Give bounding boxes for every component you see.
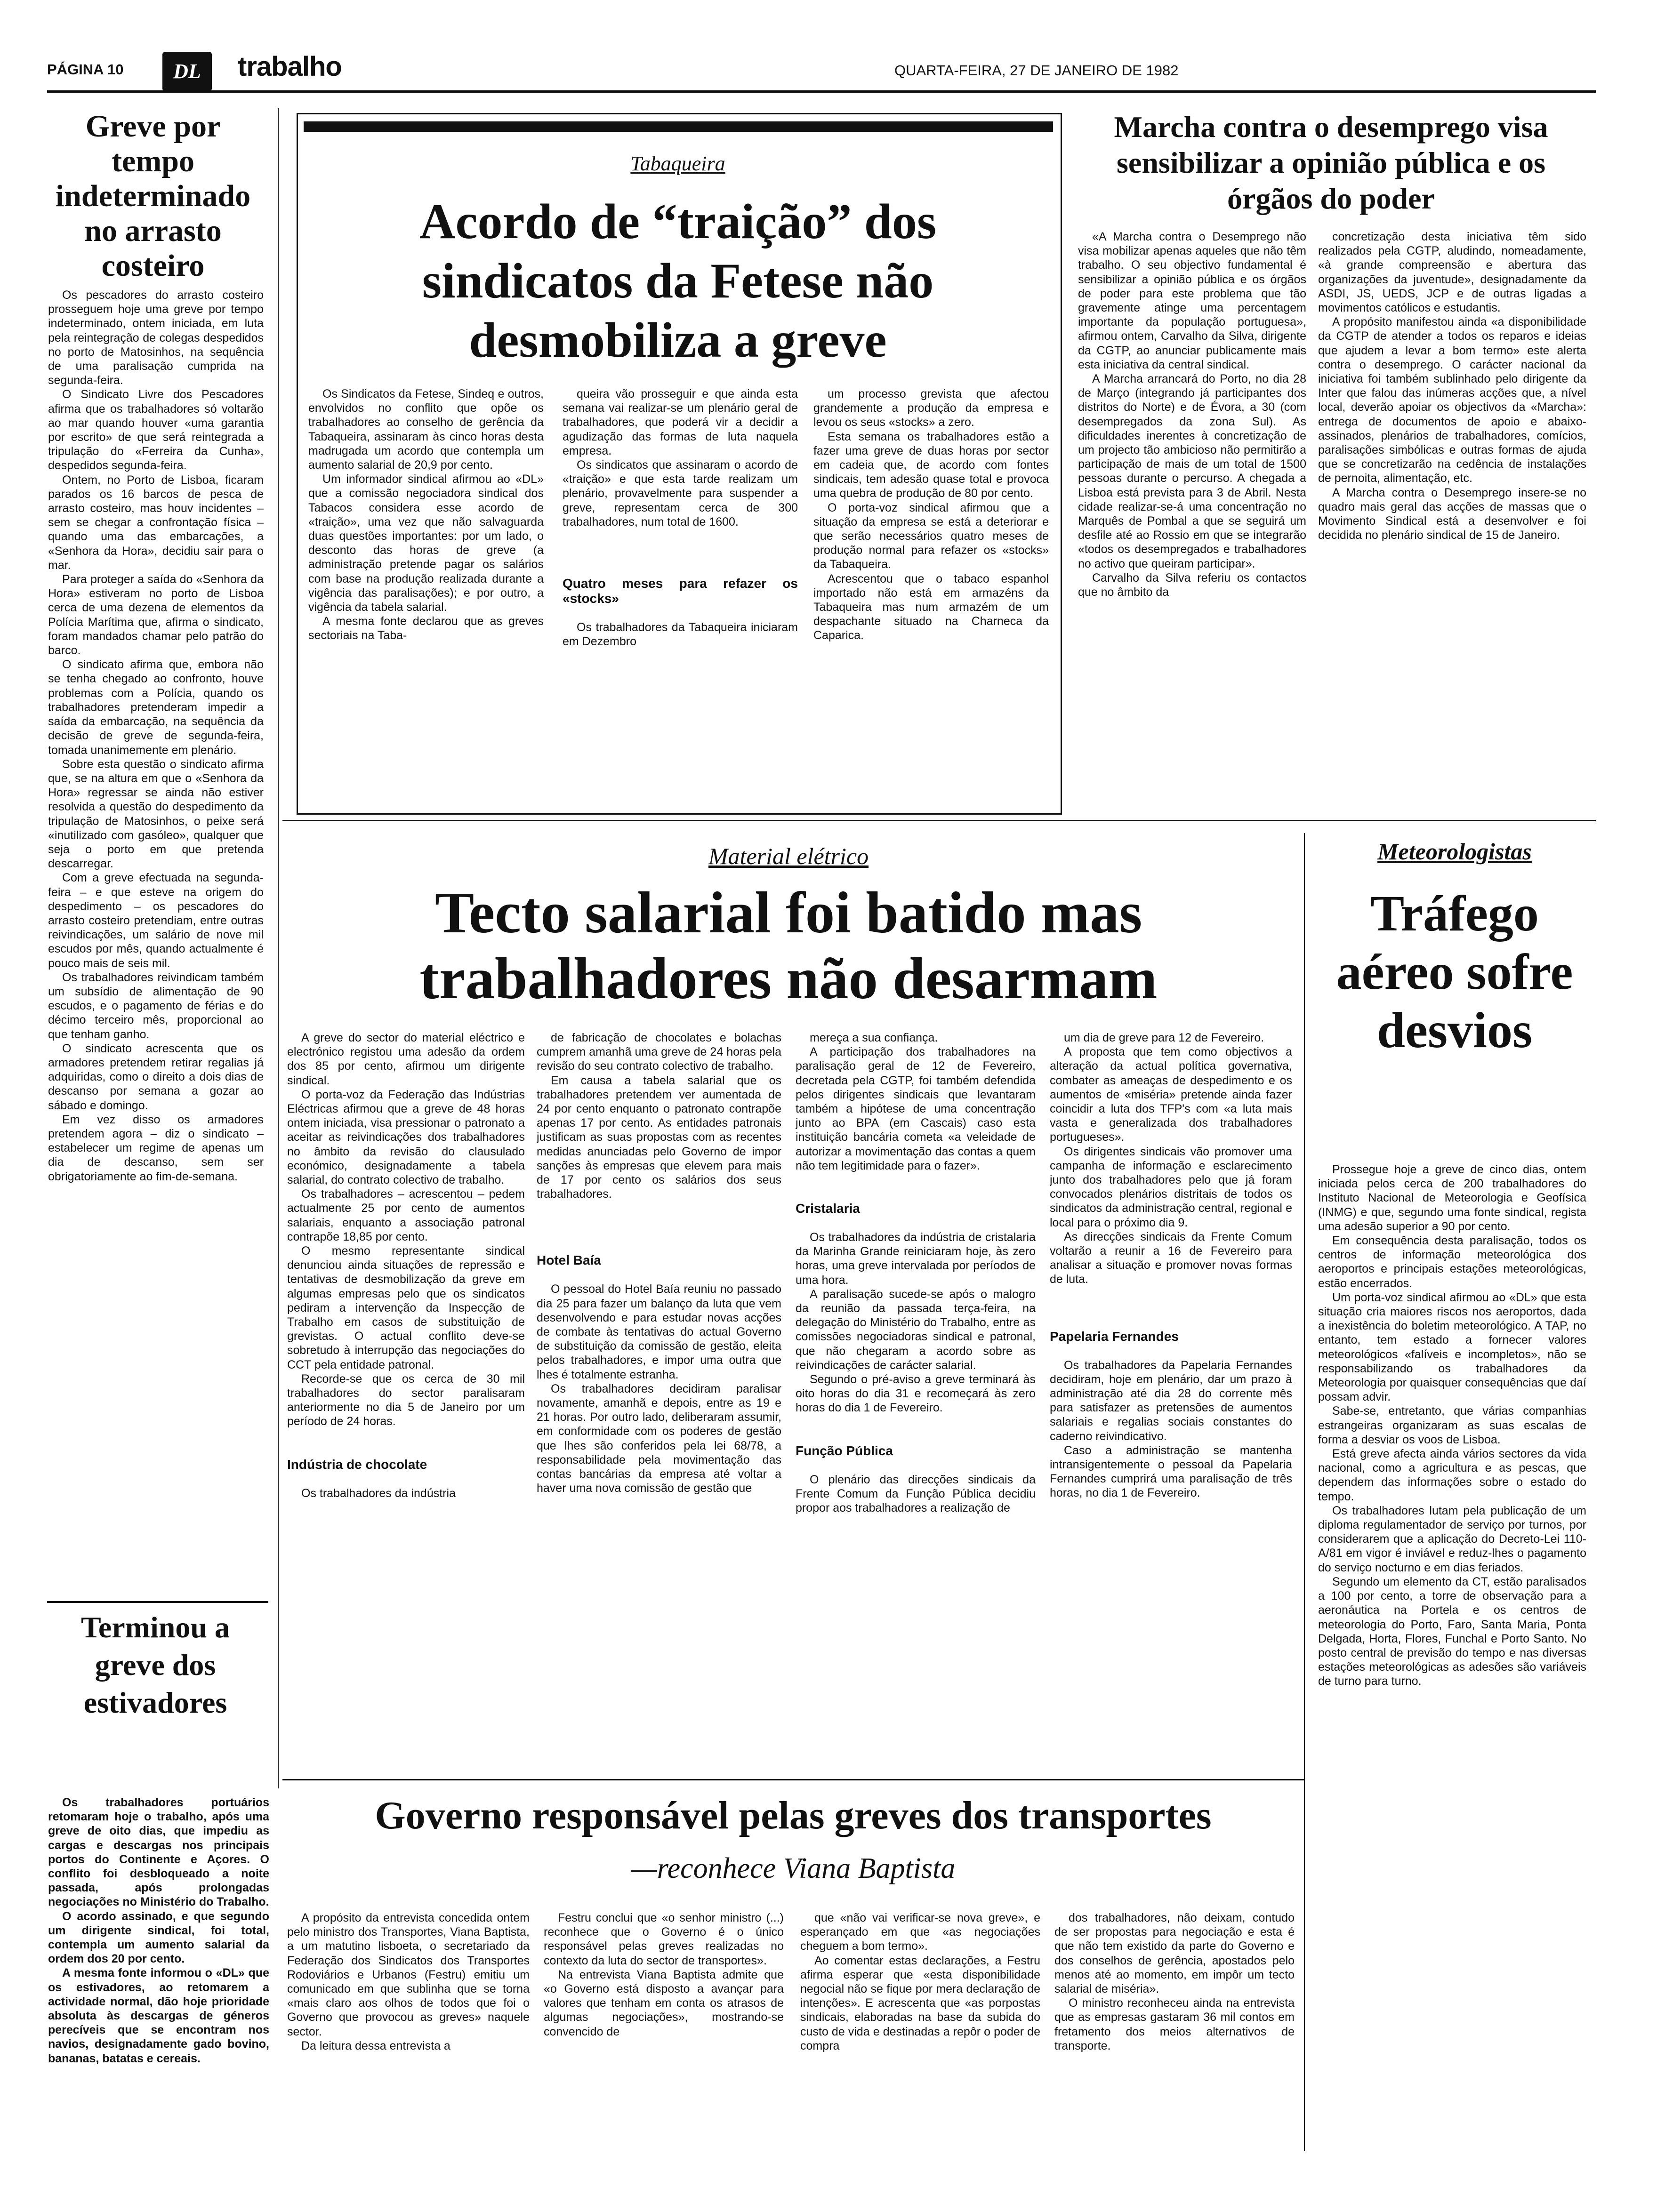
tabaqueira-kicker: Tabaqueira — [630, 152, 725, 175]
material-sub-papelaria: Papelaria Fernandes — [1050, 1329, 1179, 1344]
estivadores-p3: A mesma fonte informou o «DL» que os estivadores, ao retomarem a actividade normal, dão hoje prioridade absoluta às descargas de géneros perecíveis que se encontram nos navios, designadamente gado bovino, bananas, batatas e cereais. — [48, 1966, 269, 2065]
arrasto-p7: Com a greve efectuada na segunda-feira – e que esteve na origem do despedimento – os pescadores do arrasto costeiro pretendiam, entre outras reivindicações, um salário de nove mil escudos por mês, quando actualmente é pouco mais de seis mil. — [48, 871, 264, 970]
estivadores-p1: Os trabalhadores portuários retomaram hoje o trabalho, após uma greve de oito dias, que impediu as cargas e descargas nos principais portos do Continente e Açores. O conflito foi desbloqueado a noite passada, após prolongadas negociações no Ministério do Trabalho. — [48, 1796, 269, 1909]
arrasto-body — [48, 288, 264, 1794]
marcha-col1-p1: «A Marcha contra o Desemprego não visa mobilizar apenas aqueles que não têm trabalho. O seu objectivo fundamental é sensibilizar a opinião pública e os órgãos de poder para este problema que tão gravemente atinge uma percentagem importante da população portuguesa», afirmou ontem, Carvalho da Silva, dirigente da CGTP, ao anunciar publicamente mais esta iniciativa da central sindical. — [1078, 230, 1306, 371]
arrasto-p9: O sindicato acrescenta que os armadores pretendem retirar regalias já adquiridas, como o direito a dois dias de descanso por semana a gozar ao sábado e domingo. — [48, 1042, 264, 1112]
tabaqueira-col3 — [813, 387, 1049, 801]
transportes-col4-p1: dos trabalhadores, não deixam, contudo de ser propostas para negociação e esta é que não tem existido da parte do Governo e dos conselhos de gerência, apostados pelo menos até ao momento, em impôr um tecto salarial de miséria». — [1054, 1911, 1295, 1996]
tabaqueira-col1-p3: A mesma fonte declarou que as greves sectoriais na Taba- — [308, 615, 544, 642]
material-col2-p1: de fabricação de chocolates e bolachas cumprem amanhã uma greve de 24 horas pela revisão do seu contrato colectivo de trabalho. — [537, 1031, 781, 1073]
material-col3b-p1: Os trabalhadores da indústria de cristalaria da Marinha Grande reiniciaram hoje, às zero horas, uma greve intervalada por períodos de uma hora. — [796, 1231, 1036, 1287]
marcha-headline: Marcha contra o desemprego visa sensibilizar a opinião pública e os órgãos do poder — [1114, 110, 1548, 215]
tabaqueira-col1-p1: Os Sindicatos da Fetese, Sindeq e outros, envolvidos no conflito que opõe os trabalhadores ao conselho de gerência da Tabaqueira, assinaram às cinco horas desta madrugada um acordo que contempla um aumento salarial de 20,9 por cento. — [308, 387, 544, 472]
tabaqueira-col3-p4: Acrescentou que o tabaco espanhol importado não está em armazéns da Tabaqueira mas num armazém de um despachante situado na Charneca da Caparica. — [813, 572, 1049, 642]
arrasto-p6: Sobre esta questão o sindicato afirma que, se na altura em que o «Senhora da Hora» regressar se ainda não estiver resolvida a questão do despedimento da tripulação de Matosinhos, o peixe será «inutilizado com gasóleo», qualquer que seja o porto em que pretenda descarregar. — [48, 757, 264, 871]
material-col1-p5: Recorde-se que os cerca de 30 mil trabalhadores do sector paralisaram anteriormente no dia 5 de Janeiro por um período de 24 horas. — [287, 1372, 525, 1428]
tabaqueira-col3-p2: Esta semana os trabalhadores estão a fazer uma greve de duas horas por sector em cadeia que, de acordo com fontes sindicais, tem adesão quase total e provoca uma quebra de produção de 80 por cento. — [813, 430, 1049, 500]
transportes-top-rule — [282, 1779, 1304, 1780]
material-col4-p3: Os dirigentes sindicais vão promover uma campanha de informação e esclarecimento junto dos trabalhadores pelo que já foram convocados plenários distritais de todos os sindicatos da administração central, regional e local para o próximo dia 9. — [1050, 1145, 1292, 1229]
arrasto-p10: Em vez disso os armadores pretendem agora – diz o sindicato – estabelecer um regime de apenas um dia de descanso, sem ser obrigatoriamente ao fim-de-semana. — [48, 1113, 264, 1183]
issue-date: QUARTA-FEIRA, 27 DE JANEIRO DE 1982 — [894, 62, 1179, 79]
material-col1-p2: O porta-voz da Federação das Indústrias Eléctricas afirmou que a greve de 48 horas ontem iniciada, visa pressionar o patronato a aceitar as reivindicações dos trabalhadores no âmbito da revisão do clausulado económico, designadamente a tabela salarial, do contrato colectivo de trabalho. — [287, 1088, 525, 1187]
arrasto-p5: O sindicato afirma que, embora não se tenha chegado ao confronto, houve problemas com a Polícia, quando os trabalhadores pretenderam impedir a saída da embarcação, na sequência da decisão de greve de segunda-feira, tomada unanimemente em plenário. — [48, 658, 264, 757]
material-col1-p1: A greve do sector do material eléctrico e electrónico registou uma adesão da ordem dos 85 por cento, afirmou um dirigente sindical. — [287, 1031, 525, 1087]
masthead-logo — [162, 52, 212, 91]
estivadores-top-rule — [47, 1601, 268, 1603]
tabaqueira-col2 — [563, 387, 798, 801]
material-col4-p1: um dia de greve para 12 de Fevereiro. — [1064, 1031, 1264, 1044]
page-number: PÁGINA 10 — [47, 61, 124, 78]
material-col4b-p2: Caso a administração se mantenha intransigentemente o pessoal da Papelaria Fernandes cumprirá uma paralisação de três horas, no dia 1 de Fevereiro. — [1050, 1443, 1292, 1500]
material-sub-cristalaria: Cristalaria — [796, 1201, 860, 1216]
material-col3b-p2: A paralisação sucede-se após o malogro da reunião da passada terça-feira, na delegação do Ministério do Trabalho, entre as comissões negociadoras sindical e patronal, que não chegaram a acordo sobre as reivindicações de carácter salarial. — [796, 1287, 1036, 1372]
material-col1-p4: O mesmo representante sindical denunciou ainda situações de repressão e tentativas de desmobilização da greve em algumas empresas pelo que os sindicatos pediram a intervenção da Inspecção de Trabalho em casos de substituição de grevistas. O actual conflito deve-se sobretudo à interrupção das negociações do CCT pela entidade patronal. — [287, 1244, 525, 1371]
meteo-p5: Está greve afecta ainda vários sectores da vida nacional, como a agricultura e as pescas, que dependem das informações sobre o estado do tempo. — [1318, 1447, 1586, 1503]
meteo-headline: Tráfego aéreo sofre desvios — [1336, 886, 1573, 1058]
transportes-col2-p2: Na entrevista Viana Baptista admite que «o Governo está disposto a avançar para valores que tenham em conta os atrasos de algumas negociações», mostrando-se convencido de — [544, 1968, 784, 2038]
meteo-body — [1318, 1162, 1586, 2146]
tabaqueira-subhead: Quatro meses para refazer os «stocks» — [563, 576, 798, 606]
right-column-divider — [1304, 833, 1305, 2151]
material-col3c-p1: O plenário das direcções sindicais da Frente Comum da Função Pública decidiu propor aos trabalhadores a realização de — [796, 1473, 1036, 1515]
transportes-col2 — [544, 1911, 784, 2151]
arrasto-p3: Ontem, no Porto de Lisboa, ficaram parados os 16 barcos de pesca de arrasto costeiro, mas houv incidentes – sem se chegar a confrontação física – quando uma das embarcações, a «Senhora da Hora», decidiu sair para o mar. — [48, 473, 264, 572]
material-col3 — [796, 1031, 1036, 1765]
tabaqueira-box-topbar — [304, 121, 1053, 132]
tabaqueira-headline: Acordo de “traição” dos sindicatos da Fetese não desmobiliza a greve — [419, 194, 937, 368]
arrasto-headline: Greve por tempo indeterminado no arrasto costeiro — [55, 109, 251, 283]
tabaqueira-col1 — [308, 387, 544, 801]
material-col3-p1: mereça a sua confiança. — [810, 1031, 938, 1044]
transportes-col2-p1: Festru conclui que «o senhor ministro (...) reconhece que o Governo é o único responsável pelas greves realizadas no contexto da luta do sector de transportes». — [544, 1911, 784, 1967]
material-col4 — [1050, 1031, 1292, 1765]
material-sub-chocolate: Indústria de chocolate — [287, 1457, 427, 1472]
header-rule — [47, 90, 1596, 93]
marcha-col1-p3: Carvalho da Silva referiu os contactos que no âmbito da — [1078, 571, 1306, 599]
material-col2 — [537, 1031, 781, 1765]
material-col1-p3: Os trabalhadores – acrescentou – pedem actualmente 25 por cento de aumentos salariais, enquanto a associação patronal contrapõe 18,85 por cento. — [287, 1187, 525, 1243]
material-col4b-p1: Os trabalhadores da Papelaria Fernandes decidiram, hoje em plenário, dar um prazo à administração até dia 28 do corrente mês para satisfazer as pretensões de aumentos salariais e regalias sociais constantes do caderno reivindicativo. — [1050, 1358, 1292, 1443]
material-headline: Tecto salarial foi batido mas trabalhadores não desarmam — [419, 881, 1158, 1011]
material-sub-funcao: Função Pública — [796, 1443, 893, 1458]
arrasto-p1: Os pescadores do arrasto costeiro prosseguem hoje uma greve por tempo indeterminado, ontem iniciada, em luta pela reintegração de colegas despedidos no porto de Matosinhos, na sequência de uma paralisação cumprida na segunda-feira. — [48, 289, 264, 387]
material-col4-p4: As direcções sindicais da Frente Comum voltarão a reunir a 16 de Fevereiro para analisar a situação e promover novas formas de luta. — [1050, 1230, 1292, 1286]
transportes-col3-p2: Ao comentar estas declarações, a Festru afirma esperar que «esta disponibilidade negocial não se fique por mera declaração de intenções». E acrescenta que «as porpostas sindicais, elaboradas na base da subida do custo de vida e destinadas a repôr o poder de compra — [800, 1954, 1040, 2052]
meteo-p1: Prossegue hoje a greve de cinco dias, ontem iniciada pelos cerca de 200 trabalhadores do Instituto Nacional de Meteorologia e Geofísica (INMG) e que, segundo uma fonte sindical, regista uma adesão superior a 90 por cento. — [1318, 1163, 1586, 1233]
marcha-col1-p2: A Marcha arrancará do Porto, no dia 28 de Março (integrando já participantes dos distritos do Norte) e de Évora, a 30 (com desempregados da zona Sul). As dificuldades inerentes à concretização de um projecto tão ambicioso não permitirão a participação de mais de um total de 1500 pessoas durante o percurso. A chegada a Lisboa está prevista para 3 de Abril. Nesta cidade realizar-se-á uma concentração no Marquês de Pombal a que se seguirá um desfile até ao Rossio em que se integrarão «todos os desempregados e trabalhadores no activo que queiram participar». — [1078, 372, 1306, 570]
tabaqueira-col3-p1: um processo grevista que afectou grandemente a produção da empresa e levou os seus «stocks» a zero. — [813, 387, 1049, 429]
tabaqueira-col2-p2: Os sindicatos que assinaram o acordo de «traição» e que esta tarde realizam um plenário, provavelmente para suspender a greve, representam cerca de 300 trabalhadores, num total de 1600. — [563, 458, 798, 529]
marcha-col1 — [1078, 230, 1306, 806]
tabaqueira-col2-p1: queira vão prosseguir e que ainda esta semana vai realizar-se um plenário geral de trabalhadores, que poderá vir a decidir a agudização das formas de luta naquela empresa. — [563, 387, 798, 457]
transportes-col1-p1: A propósito da entrevista concedida ontem pelo ministro dos Transportes, Viana Baptista, a um matutino lisboeta, o secretariado da Federação dos Sindicatos dos Transportes Rodoviários e Urbanos (Festru) emitiu um comunicado em que sublinha que se torna «mais claro aos olhos de todos que foi o Governo que provocou as greves» naquele sector. — [287, 1911, 530, 2038]
section-title: trabalho — [238, 51, 342, 82]
meteo-p3: Um porta-voz sindical afirmou ao «DL» que esta situação cria maiores riscos nos aeroportos, dada a inexistência do boletim meteorológico. A TAP, no entanto, tem estado a fornecer valores meteorológicos «falíveis e incompletos», não se responsabilizando os trabalhadores da Meteorologia por quaisquer consequências que daí possam advir. — [1318, 1290, 1586, 1404]
material-col1 — [287, 1031, 525, 1765]
transportes-col4 — [1054, 1911, 1295, 2151]
arrasto-p4: Para proteger a saída do «Senhora da Hora» estiveram no porto de Lisboa cerca de uma dezena de elementos da Polícia Marítima que, afirma o sindicato, foram mandados chamar pelo patrão do barco. — [48, 573, 264, 657]
material-sub-hotel: Hotel Baía — [537, 1253, 601, 1268]
estivadores-body — [48, 1795, 269, 2146]
tabaqueira-col3-p3: O porta-voz sindical afirmou que a situação da empresa se está a deteriorar e que serão necessários quatro meses de produção normal para refazer os «stocks» da Tabaqueira. — [813, 501, 1049, 571]
transportes-col3-p1: que «não vai verificar-se nova greve», e esperançado em que «as negociações cheguem a bom termo». — [800, 1911, 1040, 1953]
estivadores-headline: Terminou a greve dos estivadores — [81, 1611, 230, 1719]
logo-text: DL — [173, 60, 201, 83]
material-kicker: Material elétrico — [708, 843, 869, 869]
arrasto-p8: Os trabalhadores reivindicam também um subsídio de alimentação de 90 escudos, e o pagamento de férias e do décimo terceiro mês, proporcional ao que tenham ganho. — [48, 970, 264, 1041]
transportes-col1 — [287, 1911, 530, 2151]
marcha-col2-p3: A Marcha contra o Desemprego insere-se no quadro mais geral das acções de massas que o Movimento Sindical está a desenvolver e foi decidida no plenário sindical de 15 de Janeiro. — [1318, 486, 1586, 542]
meteo-kicker: Meteorologistas — [1377, 838, 1532, 865]
meteo-p7: Segundo um elemento da CT, estão paralisados a 100 por cento, a torre de observação para a aeronáutica na Portela e os centros de meteorologia do Porto, Faro, Santa Maria, Ponta Delgada, Horta, Flores, Funchal e Porto Santo. No posto central de previsão do tempo e nas diversas estações meteorológicas as adesões são variáveis de turno para turno. — [1318, 1575, 1586, 1688]
material-col2b-p1: O pessoal do Hotel Baía reuniu no passado dia 25 para fazer um balanço da luta que vem desenvolvendo e para estudar novas acções de combate às tentativas do actual Governo de substituição da comissão de gestão, eleita pelos trabalhadores, e impor uma outra que lhes é totalmente estranha. — [537, 1282, 781, 1381]
left-column-divider — [278, 108, 279, 1788]
marcha-col2-p1: concretização desta iniciativa têm sido realizados pela CGTP, aludindo, nomeadamente, «à grande compreensão e abertura das organizações da juventude», designadamente da ASDI, JS, UEDS, JCP e de outras ligadas a movimentos católicos e estudantis. — [1318, 230, 1586, 315]
material-col2b-p2: Os trabalhadores decidiram paralisar novamente, amanhã e depois, entre as 19 e 21 horas. Por outro lado, deliberaram assumir, em conformidade com os poderes de gestão que lhes são conferidos pela lei 68/78, a responsabilidade pela movimentação das contas bancárias da empresa até voltar a haver uma nova comissão de gestão que — [537, 1382, 781, 1495]
tabaqueira-col1-p2: Um informador sindical afirmou ao «DL» que a comissão negociadora sindical dos Tabacos considera esse acordo de «traição», uma vez que não salvaguarda duas questões importantes: por um lado, o desconto das horas de greve (a administração pretende pagar os salários com base na produção realizada durante a vigência das paralisações); e por outro, a vigência da tabela salarial. — [308, 473, 544, 614]
transportes-headline: Governo responsável pelas greves dos transportes — [375, 1794, 1212, 1837]
transportes-subheadline: —reconhece Viana Baptista — [631, 1852, 956, 1884]
material-col4-p2: A proposta que tem como objectivos a alteração da actual política governativa, combater as ameaças de despedimento e os aumentos de «miséria» pretende ainda fazer coincidir a luta dos TFP's com «a luta mais vasta e generalizada dos trabalhadores portugueses». — [1050, 1045, 1292, 1144]
meteo-p4: Sabe-se, entretanto, que várias companhias estrangeiras organizaram as suas escalas de forma a desviar os voos de Lisboa. — [1318, 1404, 1586, 1446]
material-col3b-p3: Segundo o pré-aviso a greve terminará às oito horas do dia 31 e recomeçará às zero horas do dia 1 de Fevereiro. — [796, 1373, 1036, 1415]
estivadores-p2: O acordo assinado, e que segundo um dirigente sindical, foi total, contempla um aumento salarial da ordem dos 20 por cento. — [48, 1909, 269, 1966]
transportes-col4-p2: O ministro reconheceu ainda na entrevista que as empresas gastaram 36 mil contos em fretamento dos meios alternativos de transporte. — [1054, 1996, 1295, 2052]
meteo-p6: Os trabalhadores lutam pela publicação de um diploma regulamentador de serviço por turnos, por considerarem que a aplicação do Decreto-Lei 110-A/81 em vigor é inviável e reduz-lhes o pagamento do serviço nocturno e em dias feriados. — [1318, 1504, 1586, 1574]
transportes-col1-p2: Da leitura dessa entrevista a — [301, 2039, 450, 2052]
meteo-p2: Em consequência desta paralisação, todos os centros de informação meteorológica dos aeroportos e principais estações meteorológicas, estão encerrados. — [1318, 1234, 1586, 1290]
material-col2-p2: Em causa a tabela salarial que os trabalhadores pretendem ver aumentada de 24 por cento enquanto o patronato contrapõe apenas 17 por cento. As entidades patronais justificam as suas propostas com as recentes medidas anunciadas pelo Governo de impor sanções às empresas que elevem para mais de 17 por cento os salários dos seus trabalhadores. — [537, 1074, 781, 1201]
material-col3-p2: A participação dos trabalhadores na paralisação geral de 12 de Fevereiro, decretada pela CGTP, foi também defendida pelos dirigentes sindicais que levantaram também a hipótese de uma concentração junto ao BPA (em Cascais) caso esta instituição bancária cometa «a veleidade de autorizar a movimentação das contas a quem não tem legitimidade para o fazer». — [796, 1045, 1036, 1172]
material-col1b-p1: Os trabalhadores da indústria — [301, 1486, 456, 1500]
marcha-col2-p2: A propósito manifestou ainda «a disponibilidade da CGTP de atender a todos os reparos e ideias que ajudem a levar a bom termo» este alerta contra o desemprego. O carácter nacional da iniciativa foi também sublinhado pelo dirigente da Inter que falou das inúmeras acções que, a nível local, deverão apoiar os objectivos da «Marcha»: entrega de documentos de apoio e abaixo-assinados, plenários de trabalhadores, comícios, paralisações simbólicas e outras formas de ajuda que se concretizarão na cedência de instalações de pernoita, alimentação, etc. — [1318, 315, 1586, 485]
arrasto-p2: O Sindicato Livre dos Pescadores afirma que os trabalhadores só voltarão ao mar quando houver «uma garantia por escrito» de que será reintegrada a tripulação do «Ferreira da Cunha», despedidos segunda-feira. — [48, 388, 264, 473]
marcha-col2 — [1318, 230, 1586, 806]
transportes-col3 — [800, 1911, 1040, 2151]
marcha-bottom-rule — [282, 820, 1596, 821]
tabaqueira-col2b-p1: Os trabalhadores da Tabaqueira iniciaram em Dezembro — [563, 621, 798, 649]
